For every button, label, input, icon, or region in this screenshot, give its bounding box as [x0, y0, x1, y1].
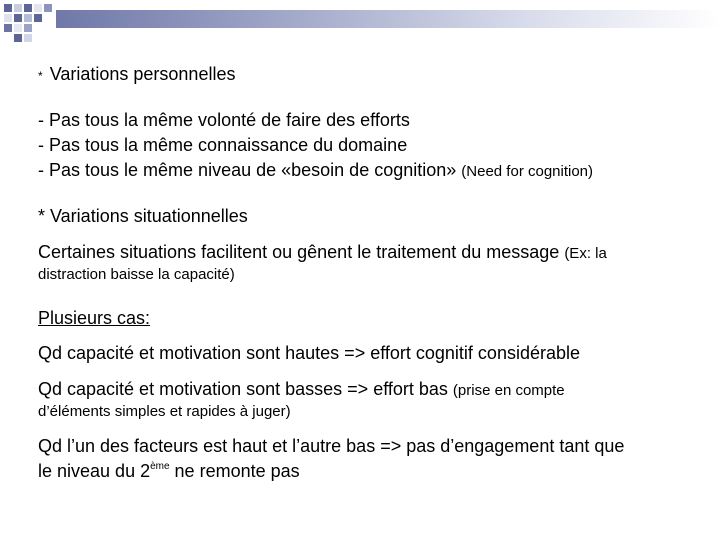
cases-heading: Plusieurs cas: — [38, 308, 151, 328]
case-3-line-2: le niveau du 2ème ne remonte pas — [38, 461, 300, 481]
case-3-line-1: Qd l’un des facteurs est haut et l’autre bas => pas d’engagement tant que — [38, 436, 625, 456]
heading-personal-variations: * Variations personnelles — [38, 64, 236, 84]
case-2-line-1: Qd capacité et motivation sont basses => effort bas (prise en compte — [38, 379, 565, 399]
case-2-line-2: d’éléments simples et rapides à juger) — [38, 403, 291, 420]
superscript: ème — [150, 461, 170, 472]
personal-item-1: - Pas tous la même volonté de faire des efforts — [38, 110, 410, 130]
situational-text-line-1: Certaines situations facilitent ou gênent le traitement du message (Ex: la — [38, 242, 607, 262]
need-for-cognition-note: (Need for cognition) — [461, 163, 594, 180]
personal-variations-title: Variations personnelles — [49, 64, 236, 84]
case-1: Qd capacité et motivation sont hautes => effort cognitif considérable — [38, 343, 580, 363]
situational-text-line-2: distraction baisse la capacité) — [38, 266, 235, 283]
personal-item-2: - Pas tous la même connaissance du domaine — [38, 135, 408, 155]
personal-item-3: - Pas tous le même niveau de «besoin de cognition» (Need for cognition) — [38, 160, 594, 180]
heading-situational-variations: * Variations situationnelles — [38, 206, 248, 226]
